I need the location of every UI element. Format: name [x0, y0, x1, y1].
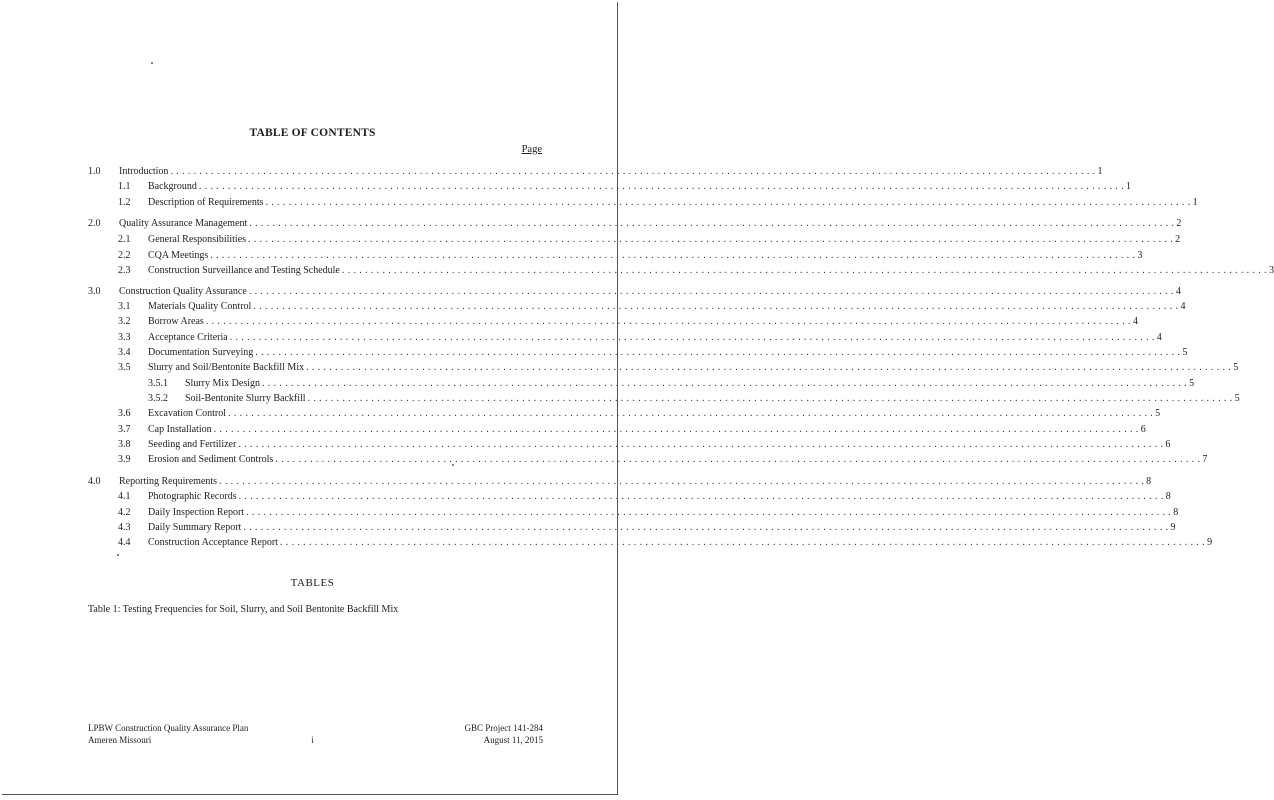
- toc-dot-leader: . . . . . . . . . . . . . . . . . . . . . . . . . . . . . . . . . . . . . . . . . . . . . . . . . . . . . . . . . . . . . . . . . . . . . . . . . . . . . . . . . . . . . . . . . . . . . . . . . . . . . . . . . . . . . . . . . . . . . . . . . . . . . . . . . . . . . . . . . . . . . . . . . . . . . . . . . . . . . . . .: [253, 301, 1179, 312]
- toc-entry-page: 3: [1137, 250, 1143, 261]
- toc-dot-leader: . . . . . . . . . . . . . . . . . . . . . . . . . . . . . . . . . . . . . . . . . . . . . . . . . . . . . . . . . . . . . . . . . . . . . . . . . . . . . . . . . . . . . . . . . . . . . . . . . . . . . . . . . . . . . . . . . . . . . . . . . . . . . . . . . . . . . . . . . . . . . . . . . . . . . . . . . . . . . . . .: [229, 332, 1155, 343]
- toc-entry-page: 8: [1165, 491, 1171, 502]
- footer-right: [465, 722, 544, 746]
- toc-entry: [88, 506, 1179, 519]
- toc-entry-page: 5: [1189, 378, 1195, 389]
- toc-entry-page: 8: [1173, 507, 1179, 518]
- footer-doc-title: LPBW Construction Quality Assurance Plan: [88, 723, 249, 733]
- toc-entry: [88, 180, 1131, 193]
- toc-entry-number: 3.5: [118, 362, 131, 373]
- toc-entry-label: Construction Acceptance Report: [148, 537, 278, 548]
- footer-project-number: GBC Project 141-284: [464, 723, 543, 733]
- toc-entry-number: 3.7: [118, 424, 131, 435]
- toc-entry-page: 7: [1202, 454, 1208, 465]
- toc-dot-leader: . . . . . . . . . . . . . . . . . . . . . . . . . . . . . . . . . . . . . . . . . . . . . . . . . . . . . . . . . . . . . . . . . . . . . . . . . . . . . . . . . . . . . . . . . . . . . . . . . . . . . . . . . . . . . . . . . . . . . . . . . . . . . . . . . . . . . . . . . . . . . . . . . . . . . . . . . . . . . . . .: [198, 181, 1124, 192]
- toc-entry-number: 3.2: [118, 316, 131, 327]
- toc-entry-number: 3.4: [118, 347, 131, 358]
- toc-entry: [88, 196, 1198, 209]
- toc-dot-leader: . . . . . . . . . . . . . . . . . . . . . . . . . . . . . . . . . . . . . . . . . . . . . . . . . . . . . . . . . . . . . . . . . . . . . . . . . . . . . . . . . . . . . . . . . . . . . . . . . . . . . . . . . . . . . . . . . . . . . . . . . . . . . . . . . . . . . . . . . . . . . . . . . . . . . . . . . . . . . . . .: [255, 347, 1181, 358]
- toc-entry-number: 4.2: [118, 507, 131, 518]
- toc-dot-leader: . . . . . . . . . . . . . . . . . . . . . . . . . . . . . . . . . . . . . . . . . . . . . . . . . . . . . . . . . . . . . . . . . . . . . . . . . . . . . . . . . . . . . . . . . . . . . . . . . . . . . . . . . . . . . . . . . . . . . . . . . . . . . . . . . . . . . . . . . . . . . . . . . . . . . . . . . . . . . . . .: [275, 454, 1201, 465]
- toc-entry-number: 4.3: [118, 522, 131, 533]
- toc-entry-label: Excavation Control: [148, 408, 227, 419]
- toc-entry-page: 4: [1156, 332, 1162, 343]
- toc-entry-page: 6: [1165, 439, 1171, 450]
- toc-entry: [88, 249, 1143, 262]
- toc-entry-label: Seeding and Fertilizer: [148, 439, 237, 450]
- toc-entry-page: 2: [1176, 218, 1182, 229]
- toc-dot-leader: . . . . . . . . . . . . . . . . . . . . . . . . . . . . . . . . . . . . . . . . . . . . . . . . . . . . . . . . . . . . . . . . . . . . . . . . . . . . . . . . . . . . . . . . . . . . . . . . . . . . . . . . . . . . . . . . . . . . . . . . . . . . . . . . . . . . . . . . . . . . . . . . . . . . . . . . . . . . . . . .: [306, 362, 1232, 373]
- toc-entry-label: Cap Installation: [148, 424, 212, 435]
- toc-entry: [88, 346, 1188, 359]
- toc-entry-page: 5: [1155, 408, 1161, 419]
- toc-entry-label: Background: [148, 181, 197, 192]
- toc-entry-number: 3.1: [118, 301, 131, 312]
- toc-dot-leader: . . . . . . . . . . . . . . . . . . . . . . . . . . . . . . . . . . . . . . . . . . . . . . . . . . . . . . . . . . . . . . . . . . . . . . . . . . . . . . . . . . . . . . . . . . . . . . . . . . . . . . . . . . . . . . . . . . . . . . . . . . . . . . . . . . . . . . . . . . . . . . . . . . . . . . . . . . . . . . . .: [248, 286, 1174, 297]
- toc-entry-number: 2.2: [118, 250, 131, 261]
- toc-dot-leader: . . . . . . . . . . . . . . . . . . . . . . . . . . . . . . . . . . . . . . . . . . . . . . . . . . . . . . . . . . . . . . . . . . . . . . . . . . . . . . . . . . . . . . . . . . . . . . . . . . . . . . . . . . . . . . . . . . . . . . . . . . . . . . . . . . . . . . . . . . . . . . . . . . . . . . . . . . . . . . . .: [246, 507, 1172, 518]
- toc-entry: [88, 423, 1146, 436]
- toc-entry-number: 3.5.2: [148, 393, 168, 404]
- toc-entry-number: 2.0: [88, 218, 101, 229]
- toc-entry: [88, 490, 1171, 503]
- toc-dot-leader: . . . . . . . . . . . . . . . . . . . . . . . . . . . . . . . . . . . . . . . . . . . . . . . . . . . . . . . . . . . . . . . . . . . . . . . . . . . . . . . . . . . . . . . . . . . . . . . . . . . . . . . . . . . . . . . . . . . . . . . . . . . . . . . . . . . . . . . . . . . . . . . . . . . . . . . . . . . . . . . .: [219, 476, 1145, 487]
- toc-dot-leader: . . . . . . . . . . . . . . . . . . . . . . . . . . . . . . . . . . . . . . . . . . . . . . . . . . . . . . . . . . . . . . . . . . . . . . . . . . . . . . . . . . . . . . . . . . . . . . . . . . . . . . . . . . . . . . . . . . . . . . . . . . . . . . . . . . . . . . . . . . . . . . . . . . . . . . . . . . . . . . . .: [228, 408, 1154, 419]
- toc-dot-leader: . . . . . . . . . . . . . . . . . . . . . . . . . . . . . . . . . . . . . . . . . . . . . . . . . . . . . . . . . . . . . . . . . . . . . . . . . . . . . . . . . . . . . . . . . . . . . . . . . . . . . . . . . . . . . . . . . . . . . . . . . . . . . . . . . . . . . . . . . . . . . . . . . . . . . . . . . . . . . . . .: [243, 522, 1169, 533]
- toc-entry-label: Documentation Surveying: [148, 347, 254, 358]
- toc-entry-label: Description of Requirements: [148, 197, 264, 208]
- toc-entry: [88, 264, 1274, 277]
- toc-entry-number: 4.0: [88, 476, 101, 487]
- toc-entry-number: 3.8: [118, 439, 131, 450]
- toc-entry-number: 1.2: [118, 197, 131, 208]
- toc-entry-label: Reporting Requirements: [119, 476, 218, 487]
- toc-dot-leader: . . . . . . . . . . . . . . . . . . . . . . . . . . . . . . . . . . . . . . . . . . . . . . . . . . . . . . . . . . . . . . . . . . . . . . . . . . . . . . . . . . . . . . . . . . . . . . . . . . . . . . . . . . . . . . . . . . . . . . . . . . . . . . . . . . . . . . . . . . . . . . . . . . . . . . . . . . . . . . . .: [262, 378, 1188, 389]
- toc-entry-number: 1.0: [88, 166, 101, 177]
- toc-entry: [88, 217, 1182, 230]
- toc-entry: [88, 438, 1171, 451]
- toc-title: TABLE OF CONTENTS: [249, 127, 376, 139]
- toc-entry-number: 2.3: [118, 265, 131, 276]
- toc-entry-number: 3.0: [88, 286, 101, 297]
- table-list-entry: Table 1: Testing Frequencies for Soil, Slurry, and Soil Bentonite Backfill Mix: [88, 604, 399, 615]
- toc-entry-label: Materials Quality Control: [148, 301, 252, 312]
- toc-dot-leader: . . . . . . . . . . . . . . . . . . . . . . . . . . . . . . . . . . . . . . . . . . . . . . . . . . . . . . . . . . . . . . . . . . . . . . . . . . . . . . . . . . . . . . . . . . . . . . . . . . . . . . . . . . . . . . . . . . . . . . . . . . . . . . . . . . . . . . . . . . . . . . . . . . . . . . . . . . . . . . . .: [210, 250, 1136, 261]
- toc-entry-number: 4.1: [118, 491, 131, 502]
- toc-entry-label: Construction Surveillance and Testing Schedule: [148, 265, 340, 276]
- toc-entry-page: 9: [1170, 522, 1176, 533]
- toc-dot-leader: . . . . . . . . . . . . . . . . . . . . . . . . . . . . . . . . . . . . . . . . . . . . . . . . . . . . . . . . . . . . . . . . . . . . . . . . . . . . . . . . . . . . . . . . . . . . . . . . . . . . . . . . . . . . . . . . . . . . . . . . . . . . . . . . . . . . . . . . . . . . . . . . . . . . . . . . . . . . . . . .: [279, 537, 1206, 548]
- footer-date: August 11, 2015: [483, 735, 543, 745]
- toc-entry-page: 1: [1192, 197, 1198, 208]
- toc-entry-page: 1: [1097, 166, 1103, 177]
- footer-client: Ameren Missouri: [88, 735, 152, 745]
- toc-entry: [88, 377, 1195, 390]
- toc-entry-number: 2.1: [118, 234, 131, 245]
- toc-entry: [88, 536, 1213, 549]
- toc-dot-leader: . . . . . . . . . . . . . . . . . . . . . . . . . . . . . . . . . . . . . . . . . . . . . . . . . . . . . . . . . . . . . . . . . . . . . . . . . . . . . . . . . . . . . . . . . . . . . . . . . . . . . . . . . . . . . . . . . . . . . . . . . . . . . . . . . . . . . . . . . . . . . . . . . . . . . . . . . . . . . . . .: [205, 316, 1131, 327]
- toc-entry: [88, 233, 1181, 246]
- toc-entry-page: 5: [1234, 393, 1240, 404]
- toc-dot-leader: . . . . . . . . . . . . . . . . . . . . . . . . . . . . . . . . . . . . . . . . . . . . . . . . . . . . . . . . . . . . . . . . . . . . . . . . . . . . . . . . . . . . . . . . . . . . . . . . . . . . . . . . . . . . . . . . . . . . . . . . . . . . . . . . . . . . . . . . . . . . . . . . . . . . . . . . . . . . . . . .: [170, 166, 1096, 177]
- page-column-header: Page: [521, 144, 542, 155]
- toc-entry-page: 9: [1207, 537, 1213, 548]
- toc-entry-label: Erosion and Sediment Controls: [148, 454, 274, 465]
- toc-entry: [88, 475, 1152, 488]
- toc-dot-leader: . . . . . . . . . . . . . . . . . . . . . . . . . . . . . . . . . . . . . . . . . . . . . . . . . . . . . . . . . . . . . . . . . . . . . . . . . . . . . . . . . . . . . . . . . . . . . . . . . . . . . . . . . . . . . . . . . . . . . . . . . . . . . . . . . . . . . . . . . . . . . . . . . . . . . . . . . . . . . . . .: [249, 218, 1175, 229]
- toc-dot-leader: . . . . . . . . . . . . . . . . . . . . . . . . . . . . . . . . . . . . . . . . . . . . . . . . . . . . . . . . . . . . . . . . . . . . . . . . . . . . . . . . . . . . . . . . . . . . . . . . . . . . . . . . . . . . . . . . . . . . . . . . . . . . . . . . . . . . . . . . . . . . . . . . . . . . . . . . . . . . . . . .: [265, 197, 1191, 208]
- toc-entry-number: 1.1: [118, 181, 131, 192]
- toc-dot-leader: . . . . . . . . . . . . . . . . . . . . . . . . . . . . . . . . . . . . . . . . . . . . . . . . . . . . . . . . . . . . . . . . . . . . . . . . . . . . . . . . . . . . . . . . . . . . . . . . . . . . . . . . . . . . . . . . . . . . . . . . . . . . . . . . . . . . . . . . . . . . . . . . . . . . . . . . . . . . . . . .: [238, 491, 1164, 502]
- toc-entry-number: 4.4: [118, 537, 131, 548]
- toc-dot-leader: . . . . . . . . . . . . . . . . . . . . . . . . . . . . . . . . . . . . . . . . . . . . . . . . . . . . . . . . . . . . . . . . . . . . . . . . . . . . . . . . . . . . . . . . . . . . . . . . . . . . . . . . . . . . . . . . . . . . . . . . . . . . . . . . . . . . . . . . . . . . . . . . . . . . . . . . . . . . . . . .: [213, 424, 1139, 435]
- toc-entry-label: Daily Summary Report: [148, 522, 242, 533]
- toc-entry: [88, 165, 1103, 178]
- toc-entry-page: 4: [1132, 316, 1138, 327]
- toc-entry: [88, 453, 1208, 466]
- toc-entry-label: Soil-Bentonite Slurry Backfill: [185, 393, 306, 404]
- scan-speck: [151, 62, 153, 64]
- toc-entry-number: 3.9: [118, 454, 131, 465]
- toc-entry-number: 3.3: [118, 332, 131, 343]
- toc-entry-page: 2: [1175, 234, 1181, 245]
- toc-entry: [88, 285, 1181, 298]
- toc-entry: [88, 315, 1138, 328]
- toc-entry-label: Borrow Areas: [148, 316, 204, 327]
- toc-entry: [88, 300, 1186, 313]
- toc-entry: [88, 361, 1239, 374]
- toc-entry-page: 8: [1146, 476, 1152, 487]
- toc-dot-leader: . . . . . . . . . . . . . . . . . . . . . . . . . . . . . . . . . . . . . . . . . . . . . . . . . . . . . . . . . . . . . . . . . . . . . . . . . . . . . . . . . . . . . . . . . . . . . . . . . . . . . . . . . . . . . . . . . . . . . . . . . . . . . . . . . . . . . . . . . . . . . . . . . . . . . . . . . . . . . . . .: [307, 393, 1233, 404]
- footer-page-number: i: [311, 735, 314, 745]
- toc-dot-leader: . . . . . . . . . . . . . . . . . . . . . . . . . . . . . . . . . . . . . . . . . . . . . . . . . . . . . . . . . . . . . . . . . . . . . . . . . . . . . . . . . . . . . . . . . . . . . . . . . . . . . . . . . . . . . . . . . . . . . . . . . . . . . . . . . . . . . . . . . . . . . . . . . . . . . . . . . . . . . . . .: [248, 234, 1174, 245]
- toc-entry-number: 3.6: [118, 408, 131, 419]
- toc-dot-leader: . . . . . . . . . . . . . . . . . . . . . . . . . . . . . . . . . . . . . . . . . . . . . . . . . . . . . . . . . . . . . . . . . . . . . . . . . . . . . . . . . . . . . . . . . . . . . . . . . . . . . . . . . . . . . . . . . . . . . . . . . . . . . . . . . . . . . . . . . . . . . . . . . . . . . . . . . . . . . . . .: [341, 265, 1267, 276]
- scan-speck: [117, 554, 119, 556]
- toc-entry: [88, 331, 1162, 344]
- toc-entry-page: 3: [1268, 265, 1274, 276]
- toc-entry-label: Quality Assurance Management: [119, 218, 248, 229]
- toc-entry-page: 1: [1126, 181, 1131, 192]
- toc-entry-label: Introduction: [119, 166, 169, 177]
- toc-entry: [88, 521, 1176, 534]
- toc-entry-label: Construction Quality Assurance: [119, 286, 247, 297]
- toc-entry-page: 4: [1175, 286, 1181, 297]
- toc-entry-label: CQA Meetings: [148, 250, 209, 261]
- toc-entry-number: 3.5.1: [148, 378, 168, 389]
- toc-entry-page: 4: [1180, 301, 1186, 312]
- toc-entry: [88, 407, 1161, 420]
- toc-entry-label: Photographic Records: [148, 491, 237, 502]
- toc-entry: [88, 392, 1240, 405]
- toc-entry-page: 5: [1182, 347, 1188, 358]
- toc-entry-label: Acceptance Criteria: [148, 332, 228, 343]
- tables-heading: TABLES: [290, 577, 335, 589]
- toc-entry-label: Slurry Mix Design: [185, 378, 260, 389]
- toc-entry-page: 5: [1233, 362, 1239, 373]
- toc-entry-label: General Responsibilities: [148, 234, 247, 245]
- toc-entry-label: Daily Inspection Report: [148, 507, 245, 518]
- toc-entry-page: 6: [1140, 424, 1146, 435]
- toc-dot-leader: . . . . . . . . . . . . . . . . . . . . . . . . . . . . . . . . . . . . . . . . . . . . . . . . . . . . . . . . . . . . . . . . . . . . . . . . . . . . . . . . . . . . . . . . . . . . . . . . . . . . . . . . . . . . . . . . . . . . . . . . . . . . . . . . . . . . . . . . . . . . . . . . . . . . . . . . . . . . . . . .: [238, 439, 1164, 450]
- toc-entry-label: Slurry and Soil/Bentonite Backfill Mix: [148, 362, 305, 373]
